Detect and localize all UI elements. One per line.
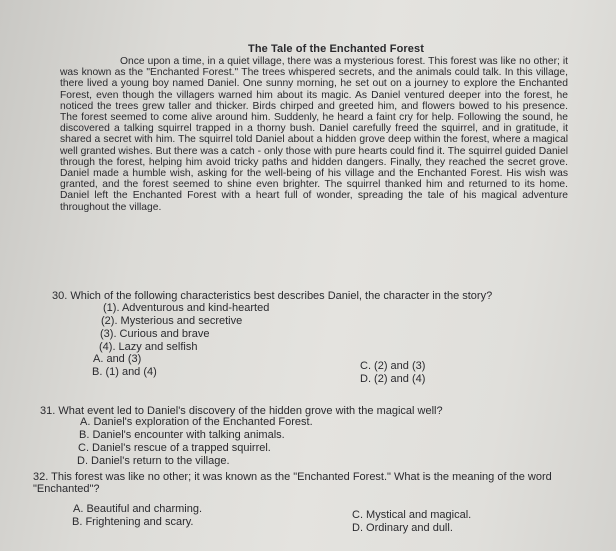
- q32-choice-d: D. Ordinary and dull.: [352, 522, 453, 534]
- q31-choice-a: A. Daniel's exploration of the Enchanted Forest.: [80, 416, 313, 428]
- q30-choice-b: B. (1) and (4): [92, 366, 157, 378]
- question-32-stem: 32. This forest was like no other; it was known as the "Enchanted Forest." What is the meaning of the word "Enchanted"?: [33, 471, 552, 496]
- q30-choice-c: C. (2) and (3): [360, 360, 426, 372]
- question-30: [52, 290, 572, 302]
- q30-choice-d: D. (2) and (4): [360, 373, 426, 385]
- q32-choice-a: A. Beautiful and charming.: [73, 503, 203, 515]
- q30-statement-3: (3). Curious and brave: [100, 328, 210, 340]
- q31-choice-b: B. Daniel's encounter with talking animals.: [79, 429, 285, 441]
- story-paragraph: Once upon a time, in a quiet village, there was a mysterious forest. This forest was like no other; it was known as the "Enchanted Forest." The trees whispered secrets, and the animals could talk. In this village, there lived a young boy named Daniel. One sunny morning, he set out on a journey to explore the Enchanted Forest, even though the villagers warned him about its magic. As Daniel ventured deeper into the forest, he noticed the trees grew taller and thicker. Birds chirped and greeted him, and flowers bowed to his presence. The forest seemed to come alive around him. Suddenly, he heard a faint cry for help. Following the sound, he discovered a talking squirrel trapped in a thorny bush. Daniel carefully freed the squirrel, and in gratitude, it shared a secret with him. The squirrel told Daniel about a hidden grove deep within the forest, where a magical well granted wishes. But there was a catch - only those with pure hearts could find it. The squirrel guided Daniel through the forest, helping him avoid tricky paths and hidden dangers. Finally, they reached the secret grove. Daniel made a humble wish, asking for the well-being of his village and the Enchanted Forest. His wish was granted, and the forest seemed to shine even brighter. The squirrel thanked him and returned to its home. Daniel left the Enchanted Forest with a heart full of wonder, spreading the tale of his magical adventure throughout the village.: [60, 56, 568, 213]
- q32-choice-b: B. Frightening and scary.: [72, 516, 194, 528]
- question-30-stem: 30. Which of the following characteristics best describes Daniel, the character in the story?: [52, 290, 493, 302]
- q32-choice-c: C. Mystical and magical.: [352, 509, 472, 521]
- q30-statement-2: (2). Mysterious and secretive: [101, 315, 243, 327]
- question-32: [33, 471, 593, 496]
- q31-choice-d: D. Daniel's return to the village.: [77, 455, 230, 467]
- question-31-stem: 31. What event led to Daniel's discovery of the hidden grove with the magical well?: [40, 405, 443, 417]
- q30-choice-a: A. and (3): [93, 353, 142, 365]
- story-title: The Tale of the Enchanted Forest: [248, 43, 424, 55]
- q31-choice-c: C. Daniel's rescue of a trapped squirrel.: [78, 442, 271, 454]
- q30-statement-1: (1). Adventurous and kind-hearted: [103, 302, 270, 314]
- q30-statement-4: (4). Lazy and selfish: [99, 341, 198, 353]
